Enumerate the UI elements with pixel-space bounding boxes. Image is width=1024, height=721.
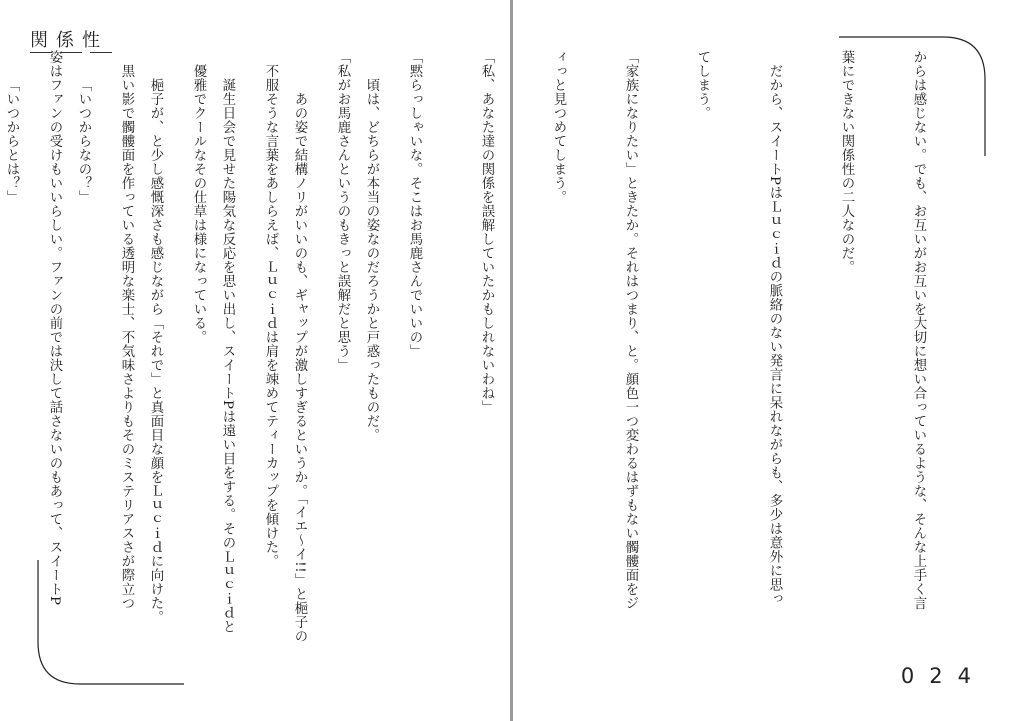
text-line: 「私がお馬鹿さんというのもきっと誤解だと思う」 [335,50,350,372]
page-number: 024 [900,664,986,688]
text-line: 葉にできない関係性の二人なのだ。 [839,50,854,274]
text-line: 優雅でクールなその仕草は様になっている。 [191,50,206,344]
text-line: 姿はファンの受けもいいらしい。ファンの前では決して話さないのもあって、スイートP [47,50,62,606]
right-page-body [0,50,978,680]
text-line: 「黙らっしゃいな。そこはお馬鹿さんでいいの」 [407,50,422,358]
text-line: 「私、あなた達の関係を誤解していたかもしれないわね」 [479,50,494,414]
text-line: 「いつからとは？」 [4,78,19,204]
text-line: あの姿で結構ノリがいいのも、ギャップが激しすぎるというか。「イエ～イ!!」と梔子の [292,78,307,644]
text-line: 黒い影で髑髏面を作っている透明な楽士、不気味さよりもそのミステリアスさが際立つ [119,50,134,610]
text-line: 頃は、どちらが本当の姿なのだろうかと戸惑ったものだ。 [364,78,379,442]
text-line: 不服そうな言葉をあしらえば、Ｌｕｃｉｄは肩を竦めてティーカップを傾けた。 [263,50,278,568]
text-line: てしまう。 [695,50,710,120]
text-line: からは感じない。でも、お互いがお互いを大切に想い合っているような、そんな上手く言 [911,50,926,610]
text-line: 「いつからなの？」 [76,78,91,204]
text-line: だから、スイートPはＬｕｃｉｄの脈絡のない発言に呆れながらも、多少は意外に思っ [767,50,782,606]
text-line: 誕生日会で見せた陽気な反応を思い出し、スイートPは遠い目をする。そのＬｕｃｉｄと [220,78,235,634]
text-line: ィっと見つめてしまう。 [551,50,566,204]
text-line: 梔子が、と少し感慨深さも感じながら「それで」と真面目な顔をＬｕｃｉｄに向けた。 [148,78,163,624]
chapter-title: 関係性 [30,30,108,51]
text-line: 「家族になりたい」ときたか。それはつまり、と。顔色一つ変わるはずもない髑髏面をジ [623,50,638,610]
